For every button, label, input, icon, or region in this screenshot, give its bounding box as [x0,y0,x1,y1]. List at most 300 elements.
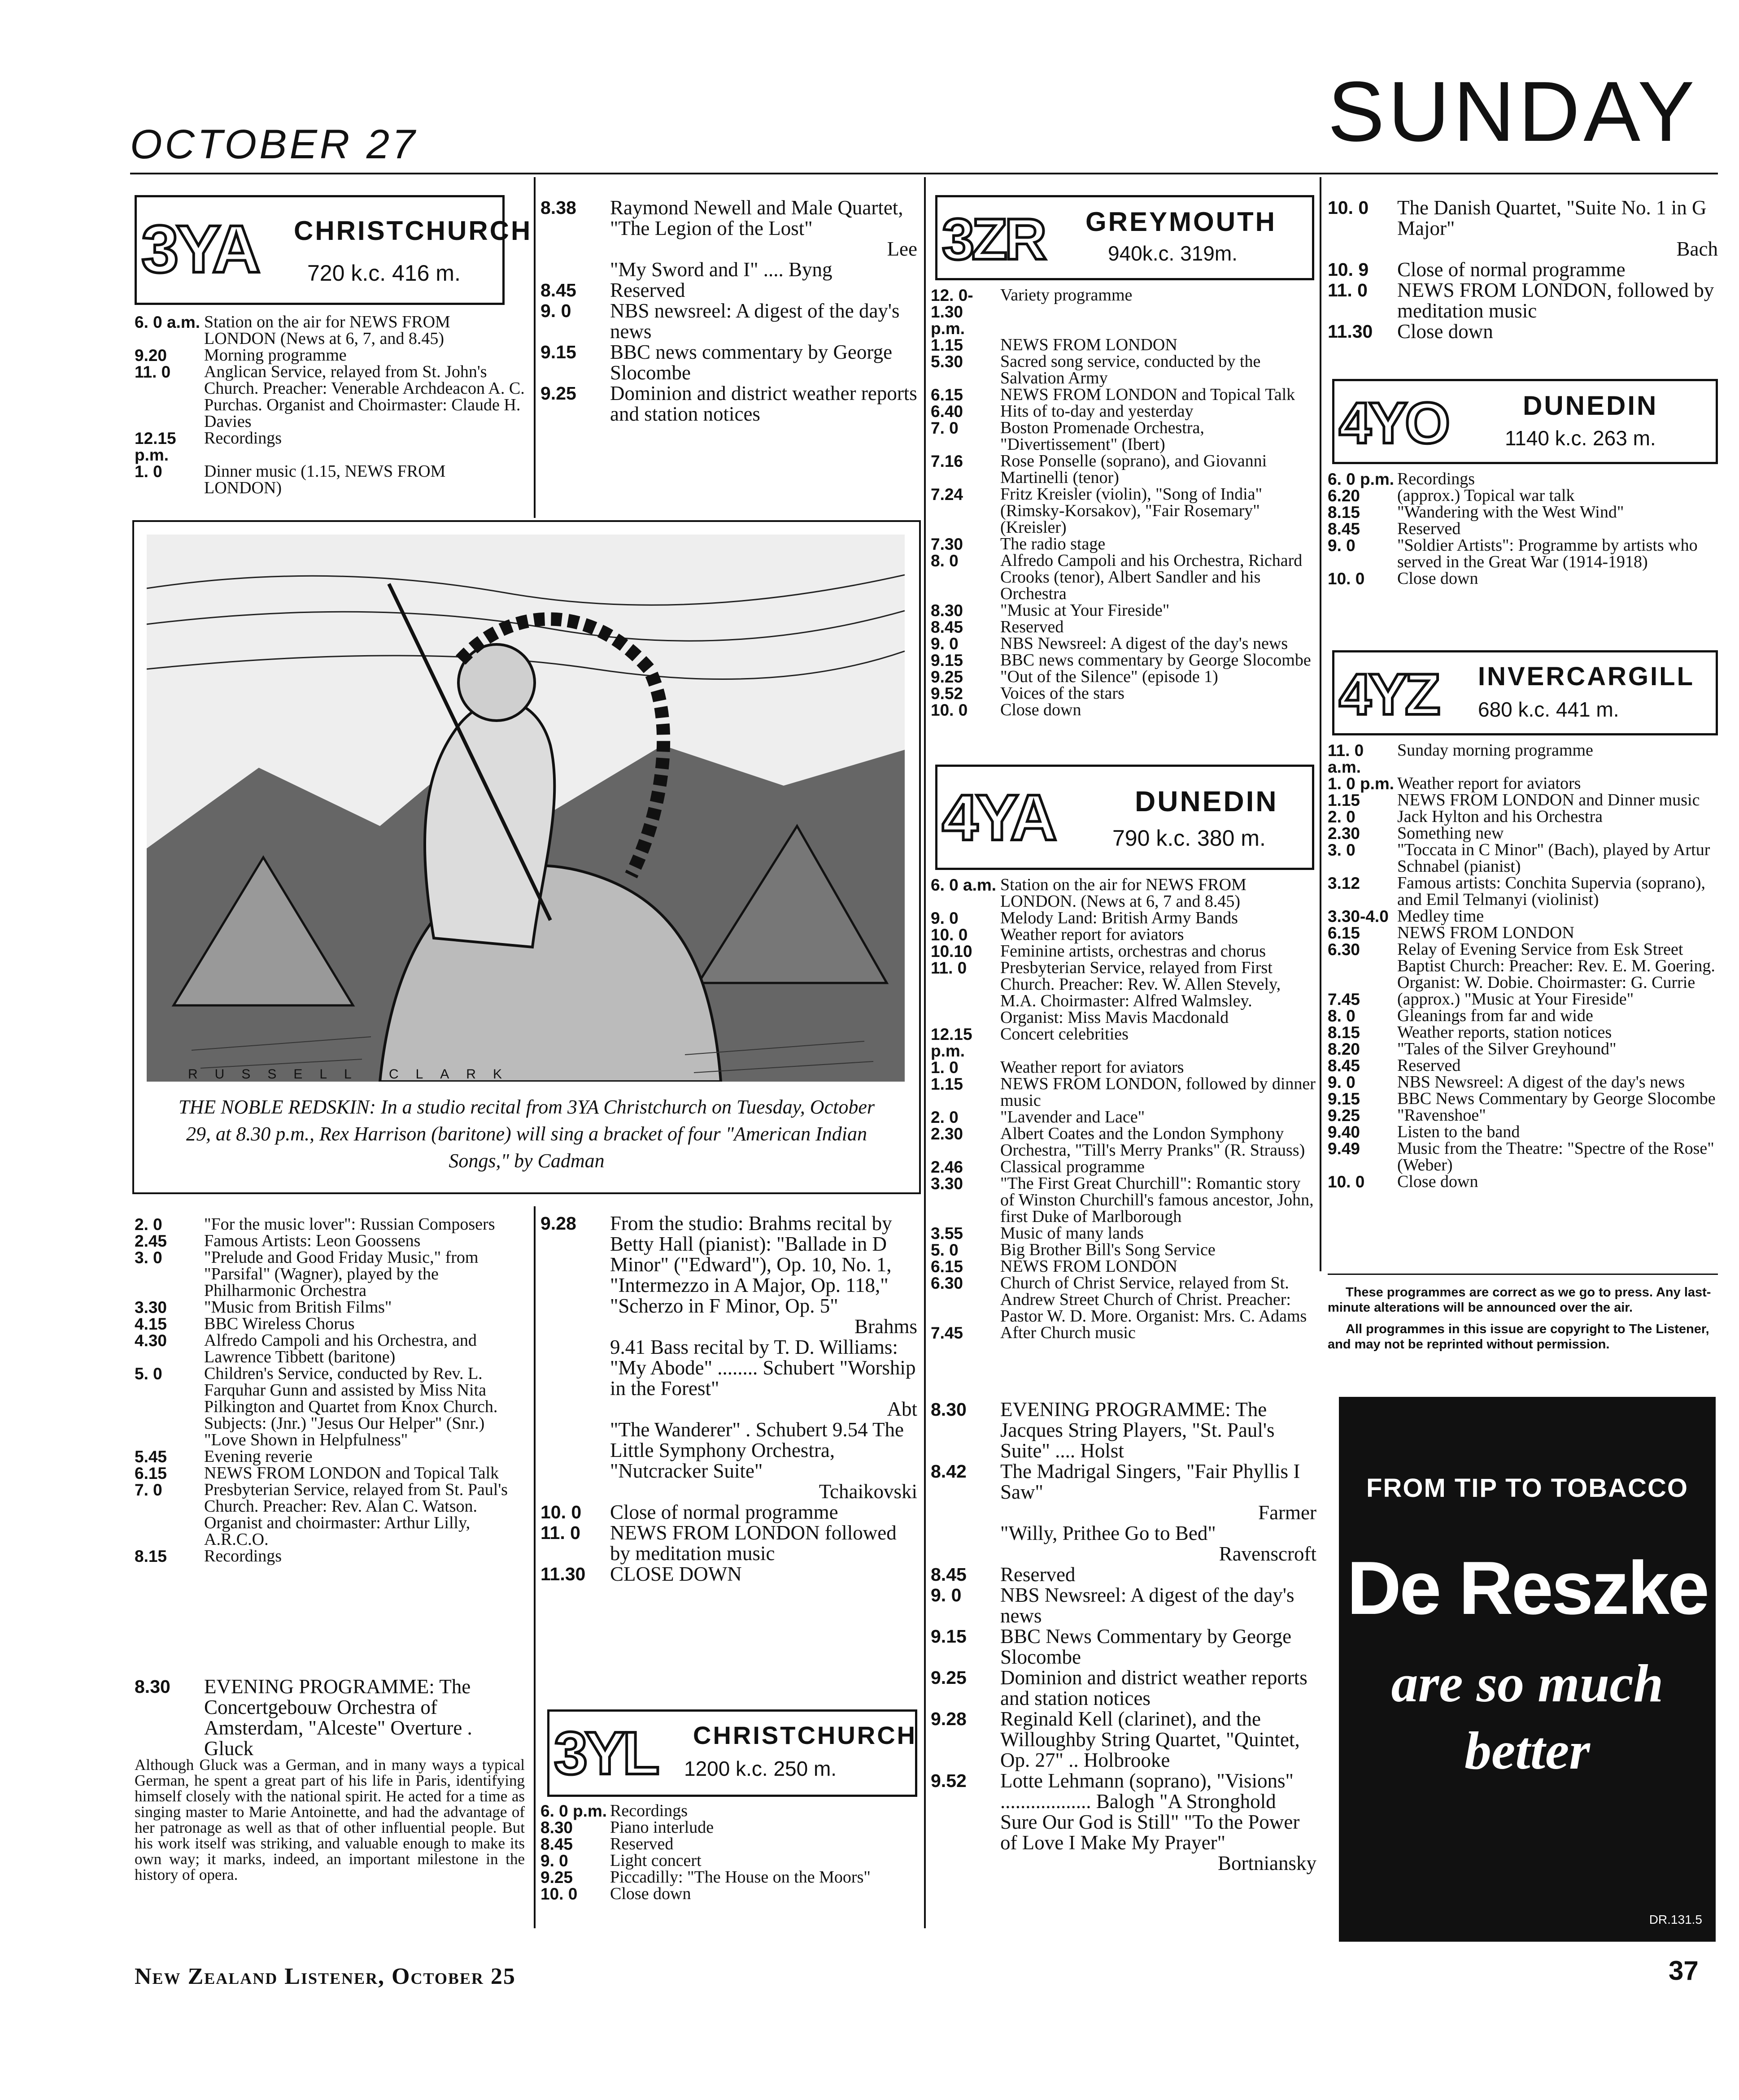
programme-item [135,1482,525,1548]
programme-item [931,926,1316,943]
programme-time: 10. 0 [540,1502,582,1522]
programme-description: BBC News Commentary by George Slocombe [1000,1625,1292,1668]
programme-time: 8.45 [540,1835,573,1853]
programme-entry [1000,619,1316,635]
programme-item [135,364,525,430]
programme-entry [610,383,917,424]
programme-time: 9.20 [135,346,167,365]
programme-entry [1000,926,1316,943]
programme-time: 2. 0 [1328,808,1355,826]
programme-time: 8.15 [1328,1023,1360,1042]
programme-description: EVENING PROGRAMME: The Concertgebouw Orchestra of Amsterdam, "Alceste" Overture . Gluck [204,1675,472,1760]
schedule-3ya-evening [135,1676,525,1759]
programme-time: 11. 0 [135,363,171,381]
schedule-4ya [931,877,1316,1341]
programme-item [931,943,1316,960]
programme-time: 4.30 [135,1331,167,1350]
callsign: 3YL [554,1719,657,1787]
programme-entry [1000,387,1316,403]
programme-time: 8.15 [135,1547,167,1565]
programme-entry [1000,1026,1316,1043]
illustration-frame [132,520,921,1194]
notice-copyright: All programmes in this issue are copyright to The Listener, and may not be reprinted without permission. [1328,1322,1709,1352]
programme-description: Dominion and district weather reports and station notices [610,382,917,425]
programme-description: Close of normal programme [1397,258,1626,281]
programme-time: 6.15 [931,386,963,404]
ad-brand: De Reszke [1347,1546,1708,1630]
programme-entry [204,1216,525,1233]
programme-item [540,1836,917,1852]
programme-entry [610,1522,917,1564]
programme-item [931,635,1316,652]
programme-entry [1397,570,1718,587]
programme-description: BBC news commentary by George Slocombe [1000,651,1311,670]
programme-item [931,1626,1316,1667]
schedule-4ya-evening [931,1399,1316,1874]
programme-item [931,1325,1316,1341]
programme-description: Station on the air for NEWS FROM LONDON (News at 6, 7, and 8.45) [204,313,450,348]
notice-rule [1328,1274,1718,1275]
programme-time: 6.30 [1328,940,1360,959]
programme-entry [1000,635,1316,652]
programme-description: Relay of Evening Service from Esk Street Baptist Church: Preacher: Rev. E. M. Goering. Organist: W. Dobie. Choirmaster: G. Currie [1397,940,1715,992]
programme-description: Evening reverie [204,1447,313,1466]
programme-entry [1000,1175,1316,1225]
programme-entry [1000,337,1316,353]
programme-time: 5. 0 [135,1365,162,1383]
programme-time: 8.42 [931,1461,967,1482]
programme-entry [1000,1564,1316,1585]
programme-entry [1397,259,1718,280]
programme-time: 8.30 [931,1399,967,1420]
programme-item [540,1869,917,1886]
programme-description: Alfredo Campoli and his Orchestra, and Lawrence Tibbett (baritone) [204,1331,477,1366]
programme-description: "Ravenshoe" [1397,1106,1486,1125]
programme-entry [1397,197,1718,259]
programme-time: 9.49 [1328,1139,1360,1158]
schedule-3ya-late [540,1213,917,1584]
programme-item [1328,1091,1718,1107]
programme-item [931,552,1316,602]
programme-time: 7.30 [931,535,963,553]
programme-description: Dinner music (1.15, NEWS FROM LONDON) [204,462,446,497]
programme-entry [610,1836,917,1852]
programme-description: Anglican Service, relayed from St. John's Church. Preacher: Venerable Archdeacon A. C. Purchas. Organist and Choirmaster: Claude H. Davies [204,362,525,431]
schedule-4yz [1328,742,1718,1190]
programme-item [1328,991,1718,1008]
programme-entry [610,1502,917,1522]
programme-item [540,1337,917,1419]
programme-item [540,383,917,424]
station-box-4yo [1332,379,1718,464]
programme-time: 3.30-4.0 [1328,907,1389,926]
programme-description: Jack Hylton and his Orchestra [1397,807,1603,826]
programme-entry [1397,941,1718,991]
programme-time: 1.15 [931,336,963,354]
programme-time: 6.15 [1328,924,1360,942]
programme-item [1328,259,1718,280]
programme-item [1328,1024,1718,1041]
programme-time: 9.25 [931,1667,967,1688]
programme-entry [204,1332,525,1365]
programme-entry [610,1803,917,1819]
programme-entry [610,1419,917,1502]
programme-entry [204,314,525,347]
programme-time: 3. 0 [135,1248,162,1267]
programme-time: 10. 0 [1328,570,1365,588]
programme-item [135,1548,525,1565]
programme-description: BBC news commentary by George Slocombe [610,341,893,384]
programme-time: 5.30 [931,352,963,371]
header-rule [130,173,1718,174]
programme-description: Gleanings from far and wide [1397,1006,1593,1025]
programme-item [931,1667,1316,1709]
programme-description: Medley time [1397,907,1484,926]
programme-entry [1397,487,1718,504]
programme-description: Alfredo Campoli and his Orchestra, Richard Crooks (tenor), Albert Sandler and his Orchestra [1000,551,1303,603]
callsign: 4YZ [1339,661,1438,727]
programme-entry [1397,504,1718,521]
programme-item [931,685,1316,702]
programme-entry [1397,991,1718,1008]
programme-description: The Madrigal Singers, "Fair Phyllis I Saw" [1000,1460,1300,1503]
programme-time: 8.30 [540,1818,573,1837]
programme-time: 10. 0 [931,701,968,719]
programme-time: 1.15 [931,1075,963,1093]
programme-entry [1000,552,1316,602]
programme-time: 9.28 [931,1709,967,1729]
notice-correct: These programmes are correct as we go to press. Any last-minute alterations will be announced over the air. [1328,1285,1711,1315]
programme-description: The radio stage [1000,535,1106,553]
station-box-4ya [935,765,1314,870]
programme-time: 8.38 [540,197,576,218]
programme-description: Close of normal programme [610,1501,838,1523]
programme-item [1328,1107,1718,1124]
programme-item [931,1109,1316,1126]
programme-time: 9. 0 [1328,1073,1355,1091]
programme-item [135,463,525,496]
programme-entry [1000,287,1316,304]
programme-item [931,1059,1316,1076]
programme-description: The Danish Quartet, "Suite No. 1 in G Major" [1397,196,1707,239]
programme-entry [1000,1770,1316,1874]
programme-time: 9. 0 [931,635,959,653]
programme-description: "The Wanderer" . Schubert 9.54 The Little Symphony Orchestra, "Nutcracker Suite" [610,1418,904,1482]
programme-description: "Music from British Films" [204,1298,392,1317]
programme-item [931,1564,1316,1585]
programme-description: Raymond Newell and Male Quartet, "The Legion of the Lost" [610,196,903,239]
programme-time: 9.15 [540,342,576,362]
programme-description: Reserved [1000,1563,1076,1586]
programme-description: Piano interlude [610,1818,714,1837]
programme-time: 1. 0 [931,1058,959,1077]
programme-item [931,486,1316,536]
programme-description: Voices of the stars [1000,684,1124,703]
programme-entry [204,1465,525,1482]
programme-time: 8. 0 [1328,1007,1355,1025]
programme-item [1328,809,1718,825]
city: CHRISTCHURCH [693,1721,917,1749]
programme-entry [1397,842,1718,875]
programme-entry [1397,1024,1718,1041]
composer-credit: Lee [887,238,917,260]
frequency: 1200 k.c. 250 m. [684,1757,837,1780]
programme-description: "Prelude and Good Friday Music," from "Parsifal" (Wagner), played by the Philharmonic Orchestra [204,1248,479,1300]
illustration-caption: THE NOBLE REDSKIN: In a studio recital from 3YA Christchurch on Tuesday, October 29, at 8.30 p.m., Rex Harrison (baritone) will sing a bracket of four "American Indian Songs," by Cadman [179,1096,875,1172]
programme-description: (approx.) Topical war talk [1397,486,1575,505]
programme-entry [1000,353,1316,387]
programme-entry [1397,1091,1718,1107]
programme-entry [204,1548,525,1565]
programme-item [931,1175,1316,1225]
frequency: 720 k.c. 416 m. [307,261,461,286]
programme-item [931,652,1316,669]
programme-item [931,1770,1316,1874]
programme-item [931,1399,1316,1461]
programme-description: Music from the Theatre: "Spectre of the Rose" (Weber) [1397,1139,1714,1174]
programme-time: 5.45 [135,1448,167,1466]
programme-description: Famous artists: Conchita Supervia (soprano), and Emil Telmanyi (violinist) [1397,874,1706,909]
programme-item [135,1299,525,1316]
programme-item [1328,742,1718,775]
programme-entry [204,430,525,447]
programme-description: Classical programme [1000,1157,1145,1176]
programme-item [1328,908,1718,925]
programme-entry [1397,280,1718,321]
programme-item [931,619,1316,635]
programme-description: NEWS FROM LONDON [1000,335,1177,354]
programme-time: 6.30 [931,1274,963,1292]
programme-item [540,1522,917,1564]
programme-entry [610,259,917,280]
day-heading: SUNDAY [1328,64,1698,159]
programme-time: 2. 0 [931,1108,959,1126]
programme-entry [610,300,917,342]
programme-time: 11. 0 a.m. [1328,741,1364,776]
programme-item [931,702,1316,718]
programme-item [540,1419,917,1502]
programme-item [1328,775,1718,792]
programme-entry [1397,471,1718,487]
programme-entry [204,1233,525,1249]
programme-description: Dominion and district weather reports and station notices [1000,1666,1308,1709]
programme-entry [1000,1275,1316,1325]
programme-description: Reserved [610,279,685,301]
programme-time: 9. 0 [540,300,571,321]
programme-entry [1000,877,1316,910]
programme-item [931,1126,1316,1159]
programme-entry [1000,1626,1316,1667]
programme-description: Music of many lands [1000,1224,1144,1243]
programme-description: NEWS FROM LONDON and Dinner music [1397,791,1700,809]
programme-item [135,347,525,364]
programme-item [1328,1057,1718,1074]
programme-entry [1000,1523,1316,1564]
callsign: 3YA [141,211,258,287]
programme-description: Piccadilly: "The House on the Moors" [610,1868,871,1887]
programme-time: 8.45 [1328,520,1360,538]
indian-chief-illustration [147,535,905,1082]
programme-entry [610,1886,917,1902]
schedule-3ya-afternoon [135,1216,525,1565]
programme-entry [610,1869,917,1886]
programme-item [1328,1174,1718,1190]
programme-item [135,1216,525,1233]
composer-credit: Brahms [854,1315,917,1338]
programme-entry [204,1316,525,1332]
programme-description: Station on the air for NEWS FROM LONDON. (News at 6, 7 and 8.45) [1000,875,1247,911]
programme-description: Something new [1397,824,1504,843]
programme-description: "The First Great Churchill": Romantic story of Winston Churchill's famous ancestor, John, first Duke of Marlborough [1000,1174,1314,1226]
programme-entry [1397,1174,1718,1190]
programme-entry [1397,1107,1718,1124]
artist-signature: RUSSELL CLARK [188,1067,519,1082]
programme-entry [1397,825,1718,842]
programme-entry [610,1564,917,1584]
programme-item [1328,471,1718,487]
programme-entry [1397,742,1718,759]
programme-item [135,1332,525,1365]
programme-entry [610,1213,917,1337]
ad-code: DR.131.5 [1649,1913,1702,1926]
programme-entry [204,1365,525,1448]
publication-footer: New Zealand Listener, October 25 [135,1964,516,1989]
programme-time: 6.15 [931,1257,963,1276]
programme-time: 10. 9 [1328,259,1369,280]
programme-time: 9.15 [1328,1090,1360,1108]
programme-entry [1397,521,1718,537]
programme-time: 11. 0 [1328,280,1368,300]
programme-time: 1. 0 p.m. [1328,774,1395,793]
programme-entry [1000,685,1316,702]
ad-slogan-line1: are so much [1391,1653,1664,1713]
programme-time: 1. 0 [135,462,162,481]
programme-time: 3.30 [931,1174,963,1193]
programme-item [931,1523,1316,1564]
programme-time: 7.45 [931,1324,963,1342]
programme-entry [1000,1585,1316,1626]
programme-item [1328,487,1718,504]
programme-time: 7. 0 [135,1481,162,1499]
programme-item [540,280,917,300]
programme-entry [610,1852,917,1869]
programme-entry [1397,1008,1718,1024]
programme-description: From the studio: Brahms recital by Betty Hall (pianist): "Ballade in D Minor" ("Edward"), Op. 10, No. 1, "Intermezzo in A Major, Op. 118," "Scherzo in F Minor, Op. 5" [610,1212,892,1317]
programme-item [931,1275,1316,1325]
programme-entry [1000,403,1316,420]
programme-time: 2.30 [1328,824,1360,843]
page-number: 37 [1669,1956,1699,1986]
column-divider-1 [534,177,536,518]
programme-entry [204,463,525,496]
station-box-3zr [935,195,1314,280]
programme-description: "Lavender and Lace" [1000,1108,1145,1126]
programme-entry [1000,602,1316,619]
programme-description: "Toccata in C Minor" (Bach), played by Artur Schnabel (pianist) [1397,840,1710,876]
programme-entry [610,342,917,383]
programme-entry [204,347,525,364]
programme-description: (approx.) "Music at Your Fireside" [1397,990,1634,1009]
programme-description: Close down [1397,569,1478,588]
programme-description: Rose Ponselle (soprano), and Giovanni Martinelli (tenor) [1000,452,1267,487]
programme-time: 10. 0 [1328,197,1369,218]
frequency: 1140 k.c. 263 m. [1505,426,1656,450]
programme-notice [1328,1285,1718,1352]
programme-time: 9.25 [1328,1106,1360,1125]
programme-entry [1000,1258,1316,1275]
programme-description: Variety programme [1000,286,1133,304]
programme-entry [1397,1074,1718,1091]
programme-description: Weather report for aviators [1000,925,1184,944]
programme-item [135,430,525,463]
programme-time: 8. 0 [931,552,959,570]
programme-entry [1000,1126,1316,1159]
programme-entry [1397,925,1718,941]
programme-description: After Church music [1000,1323,1136,1342]
programme-item [1328,941,1718,991]
programme-time: 9.52 [931,684,963,703]
programme-item [931,602,1316,619]
programme-description: Weather report for aviators [1397,774,1581,793]
programme-item [540,1803,917,1819]
programme-item [135,1233,525,1249]
programme-time: 9.40 [1328,1123,1360,1141]
station-box-3yl [547,1709,917,1797]
city: GREYMOUTH [1085,207,1277,237]
programme-description: Famous Artists: Leon Goossens [204,1231,421,1250]
programme-item [931,1225,1316,1242]
programme-description: "For the music lover": Russian Composers [204,1215,495,1234]
composer-credit: Farmer [1258,1501,1316,1524]
programme-time: 3.30 [135,1298,167,1317]
programme-time: 2. 0 [135,1215,162,1234]
programme-description: Albert Coates and the London Symphony Orchestra, "Till's Merry Pranks" (R. Strauss) [1000,1124,1305,1160]
programme-item [931,669,1316,685]
programme-description: Close down [1397,320,1493,343]
composer-credit: Bach [1676,238,1718,260]
programme-item [931,960,1316,1026]
programme-time: 6. 0 a.m. [135,313,200,331]
programme-entry [1000,1076,1316,1109]
programme-item [135,1676,525,1759]
programme-item [135,1365,525,1448]
programme-item [931,1076,1316,1109]
composer-credit: Tchaikovski [819,1480,917,1503]
programme-entry [1000,669,1316,685]
programme-description: Feminine artists, orchestras and chorus [1000,942,1266,961]
programme-entry [204,1249,525,1299]
programme-time: 11. 0 [540,1522,580,1543]
programme-entry [1397,1057,1718,1074]
programme-description: Sacred song service, conducted by the Salvation Army [1000,352,1261,387]
callsign: 4YA [942,781,1055,854]
programme-description: Recordings [610,1801,688,1820]
ad-tagline: FROM TIP TO TOBACCO [1366,1474,1688,1503]
date-heading: OCTOBER 27 [130,122,418,167]
station-box-3ya [135,195,532,305]
programme-description: NEWS FROM LONDON [1397,923,1574,942]
programme-description: Melody Land: British Army Bands [1000,909,1238,927]
programme-description: BBC News Commentary by George Slocombe [1397,1089,1716,1108]
schedule-3ya-morning [135,314,525,496]
programme-item [1328,504,1718,521]
programme-time: 6. 0 a.m. [931,876,997,894]
programme-entry [1397,1140,1718,1174]
programme-time: 3. 0 [1328,841,1355,859]
programme-item [1328,1124,1718,1140]
programme-description: Close down [610,1884,691,1903]
de-reszke-advertisement [1339,1397,1716,1942]
